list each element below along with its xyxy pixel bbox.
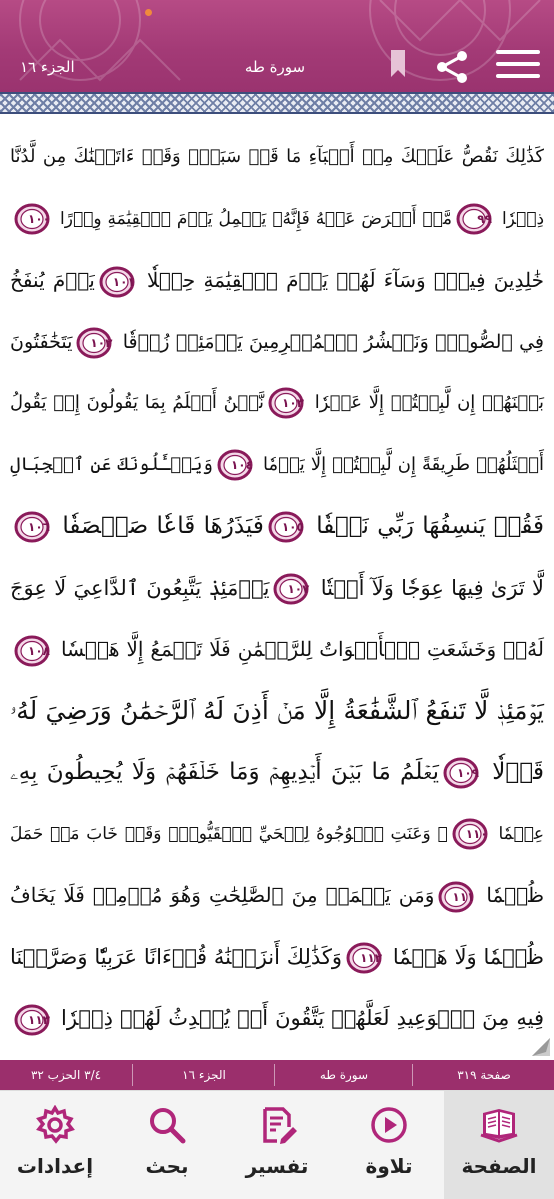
verse-text: فَقُلۡ يَنسِفُهَا رَبِّي نَسۡفٗا [316,513,544,539]
verse-text: وَكَذَٰلِكَ أَنزَلۡنَٰهُ قُرۡءَانًا عَرَبِيّٗا وَصَرَّفۡنَا [10,944,343,969]
verse-text: يَوۡمَ يُنفَخُ [10,268,95,292]
verse-line[interactable] [10,251,544,309]
verse-line[interactable] [10,128,544,186]
ayah-number: ١١٣ [28,1012,50,1027]
verse-text: فِيهِ مِنَ ٱلۡوَعِيدِ لَعَلَّهُمۡ يَتَّقُونَ أَوۡ يُحۡدِثُ لَهُمۡ ذِكۡرٗا [61,1006,544,1030]
verse-text: مَّنۡ أَعۡرَضَ عَنۡهُ فَإِنَّهُۥ يَحۡمِلُ يَوۡمَ ٱلۡقِيَٰمَةِ وِزۡرًا [60,208,452,229]
nav-page[interactable] [444,1091,554,1199]
search-icon [147,1105,187,1145]
verse-text: كَذَٰلِكَ نَقُصُّ عَلَيۡكَ مِنۡ أَنۢبَآءِ مَا قَدۡ سَبَقَۚ وَقَدۡ ءَاتَيۡنَٰكَ مِن لَّدُنَّا [10,146,544,167]
ayah-number: ١٠٩ [457,766,479,780]
verse-text: فِي ٱلصُّورِۚ وَنَحۡشُرُ ٱلۡمُجۡرِمِينَ يَوۡمَئِذٖ زُرۡقٗا [122,330,544,353]
ayah-number-marker[interactable] [217,449,253,481]
verse-text: فَيَذَرُهَا قَاعٗا صَفۡصَفٗا [62,513,264,539]
verse-line[interactable] [10,743,544,801]
verse-text: ذِكۡرٗا [501,208,545,229]
page-corner-icon[interactable] [532,1038,550,1056]
verse-text: يَعۡلَمُ مَا بَيۡنَ أَيۡدِيهِمۡ وَمَا خَلۡفَهُمۡ وَلَا يُحِيطُونَ بِهِۦ [10,759,439,785]
ayah-number-marker[interactable] [438,881,474,913]
nav-search[interactable] [112,1091,222,1199]
nav-recitation-label: تلاوة [365,1154,413,1178]
document-edit-icon [257,1105,297,1145]
bottom-navigation [0,1090,554,1199]
page-info-bar [0,1060,554,1090]
verse-text: يَوۡمَئِذٖ لَّا تَنفَعُ ٱلشَّفَٰعَةُ إِلَّا مَنۡ أَذِنَ لَهُ ٱلرَّحۡمَٰنُ وَرَضِيَ لَهُۥ [10,695,544,725]
verse-text: وَيَسۡـَٔلُونَكَ عَنِ ٱلۡجِبَالِ [10,453,213,475]
decorative-border [0,92,554,114]
juz-title: الجزء ١٦ [20,58,75,76]
ayah-number: ١١٠ [465,827,488,841]
verse-text: وَمَن يَعۡمَلۡ مِنَ ٱلصَّٰلِحَٰتِ وَهُوَ مُؤۡمِنٞ فَلَا يَخَافُ [10,883,435,907]
ayah-number-marker[interactable] [452,818,488,850]
ayah-number-marker[interactable] [268,511,304,543]
open-book-icon [479,1105,519,1145]
ayah-number-marker[interactable] [14,1004,50,1036]
ayah-number: ١٠٤ [230,457,253,472]
verse-line[interactable] [10,190,544,248]
verse-text: أَمۡثَلُهُمۡ طَرِيقَةً إِن لَّبِثۡتُمۡ إِلَّا يَوۡمٗا [263,453,544,475]
ayah-number-marker[interactable] [456,203,492,235]
ayah-number-marker[interactable] [14,203,50,235]
menu-button[interactable] [496,46,540,82]
verse-text: عِلۡمٗا [498,823,544,844]
verse-text: نَّحۡنُ أَعۡلَمُ بِمَا يَقُولُونَ إِذۡ يَقُولُ [10,392,264,413]
ayah-number: ١١٢ [360,951,383,965]
ayah-number: ١٠٦ [28,520,50,534]
verse-text: لَهُۥۖ وَخَشَعَتِ ٱلۡأَصۡوَاتُ لِلرَّحۡمَٰنِ فَلَا تَسۡمَعُ إِلَّا هَمۡسٗا [61,637,544,661]
verse-text: يَوۡمَئِذٖ يَتَّبِعُونَ ٱلدَّاعِيَ لَا عِوَجَ [10,575,270,600]
nav-settings[interactable] [0,1091,110,1199]
top-app-bar [0,0,554,92]
verse-text: خَٰلِدِينَ فِيهِۖ وَسَآءَ لَهُمۡ يَوۡمَ ٱلۡقِيَٰمَةِ حِمۡلٗا [146,268,544,292]
verse-line[interactable] [10,559,544,617]
verse-text: بَيۡنَهُمۡ إِن لَّبِثۡتُمۡ إِلَّا عَشۡرٗا [314,392,544,413]
page-number: صفحة ٣١٩ [457,1068,511,1082]
ayah-number: ١٠١ [112,274,135,289]
ayah-number: ٩٩ [477,212,492,226]
gear-icon [35,1105,75,1145]
quran-page[interactable] [0,116,554,1056]
ayah-number-marker[interactable] [273,573,309,605]
ayah-number: ١٠٢ [90,335,113,350]
verse-text: يَتَخَٰفَتُونَ [10,330,73,353]
nav-tafsir-label: تفسير [245,1154,309,1178]
verse-text: ظُلۡمٗا وَلَا هَضۡمٗا [392,944,544,969]
ayah-number-marker[interactable] [346,942,382,974]
verse-text: ظُلۡمٗا [486,883,544,907]
nav-recitation[interactable] [334,1091,444,1199]
verse-line[interactable] [10,682,544,740]
ayah-number: ١١١ [452,889,475,904]
ayah-number: ١٠٠ [28,212,50,226]
nav-settings-label: إعدادات [16,1154,94,1178]
bookmark-icon[interactable] [390,50,406,78]
ayah-number-marker[interactable] [443,757,479,789]
nav-page-label: الصفحة [461,1154,537,1178]
ayah-number-marker[interactable] [76,327,112,359]
info-surah: سورة طه [319,1068,369,1082]
verse-line[interactable] [10,313,544,371]
surah-title: سورة طه [244,58,306,76]
notification-dot [145,9,152,16]
verse-line[interactable] [10,497,544,555]
ayah-number-marker[interactable] [268,387,304,419]
verse-line[interactable] [10,436,544,494]
nav-tafsir[interactable] [222,1091,332,1199]
share-icon [434,48,472,86]
play-circle-icon [369,1105,409,1145]
verse-text: قَوۡلٗا [492,759,544,785]
verse-line[interactable] [10,805,544,863]
info-hizb: ٣/٤ الحزب ٣٢ [30,1068,102,1082]
verse-text: لَّا تَرَىٰ فِيهَا عِوَجٗا وَلَآ أَمۡتٗا [320,575,544,600]
ayah-number-marker[interactable] [99,266,135,298]
ayah-number-marker[interactable] [14,635,50,667]
ayah-number: ١٠٨ [28,643,50,658]
ayah-number-marker[interactable] [14,511,50,543]
info-juz: الجزء ١٦ [182,1068,226,1082]
verse-text: ۞ وَعَنَتِ ٱلۡوُجُوهُ لِلۡحَيِّ ٱلۡقَيُّومِۖ وَقَدۡ خَابَ مَنۡ حَمَلَ [10,823,448,844]
share-button[interactable] [434,48,472,86]
ayah-number: ١٠٥ [281,520,304,534]
verse-line[interactable] [10,928,544,986]
verse-line[interactable] [10,866,544,924]
nav-search-label: بحث [145,1154,189,1178]
verse-line[interactable] [10,374,544,432]
verse-line[interactable] [10,989,544,1047]
ayah-number: ١٠٧ [287,582,310,596]
verse-line[interactable] [10,620,544,678]
ayah-number: ١٠٣ [282,396,304,410]
